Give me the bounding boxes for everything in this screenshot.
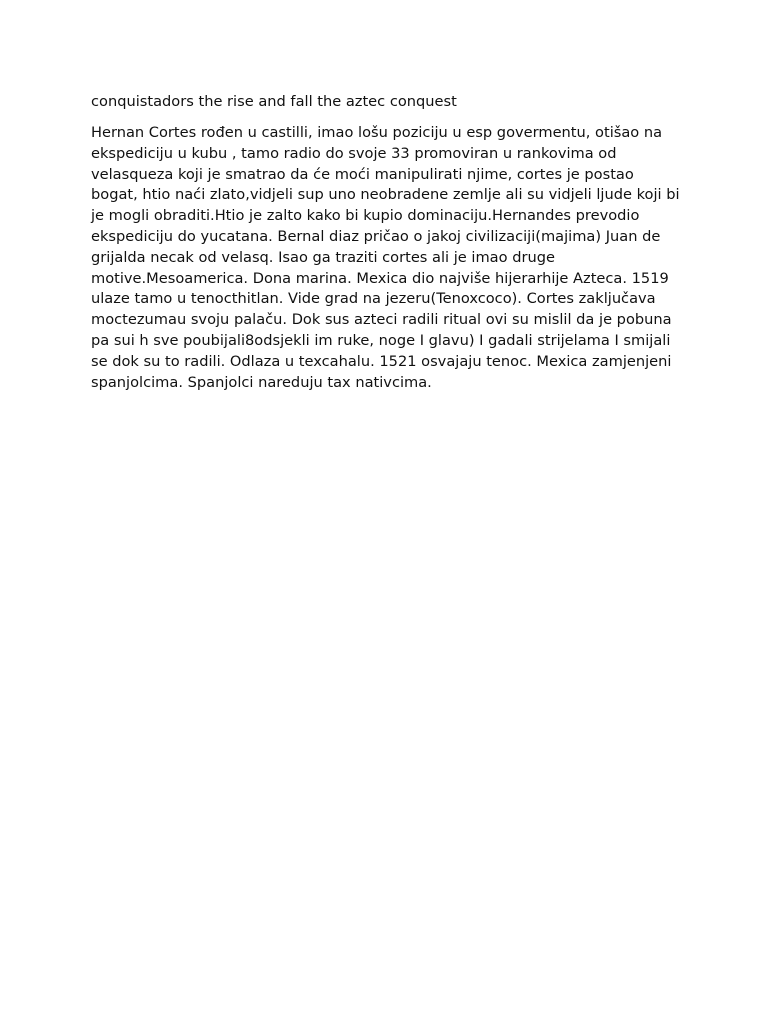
document-content <box>91 92 681 393</box>
document-body-paragraph: Hernan Cortes rođen u castilli, imao lošu poziciju u esp govermentu, otišao na ekspediciju u kubu , tamo radio do svoje 33 promoviran u rankovima od velasqueza koji je smatrao da će moći manipulirati njime, cortes je postao bogat, htio naći zlato,vidjeli sup uno neobradene zemlje ali su vidjeli ljude koji bi je mogli obraditi.Htio je zalto kako bi kupio dominaciju.Hernandes prevodio ekspediciju do yucatana. Bernal diaz pričao o jakoj civilizaciji(majima) Juan de grijalda necak od velasq. Isao ga traziti cortes ali je imao druge motive.Mesoamerica. Dona marina. Mexica dio najviše hijerarhije Azteca. 1519 ulaze tamo u tenocthitlan. Vide grad na jezeru(Tenoxcoco). Cortes zaključava moctezumau svoju palaču. Dok sus azteci radili ritual ovi su mislil da je pobuna pa sui h sve poubijali8odsjekli im ruke, noge I glavu) I gadali strijelama I smijali se dok su to radili. Odlaza u texcahalu. 1521 osvajaju tenoc. Mexica zamjenjeni spanjolcima. Spanjolci nareduju tax nativcima. <box>91 124 680 391</box>
document-title: conquistadors the rise and fall the aztec conquest <box>91 93 457 110</box>
